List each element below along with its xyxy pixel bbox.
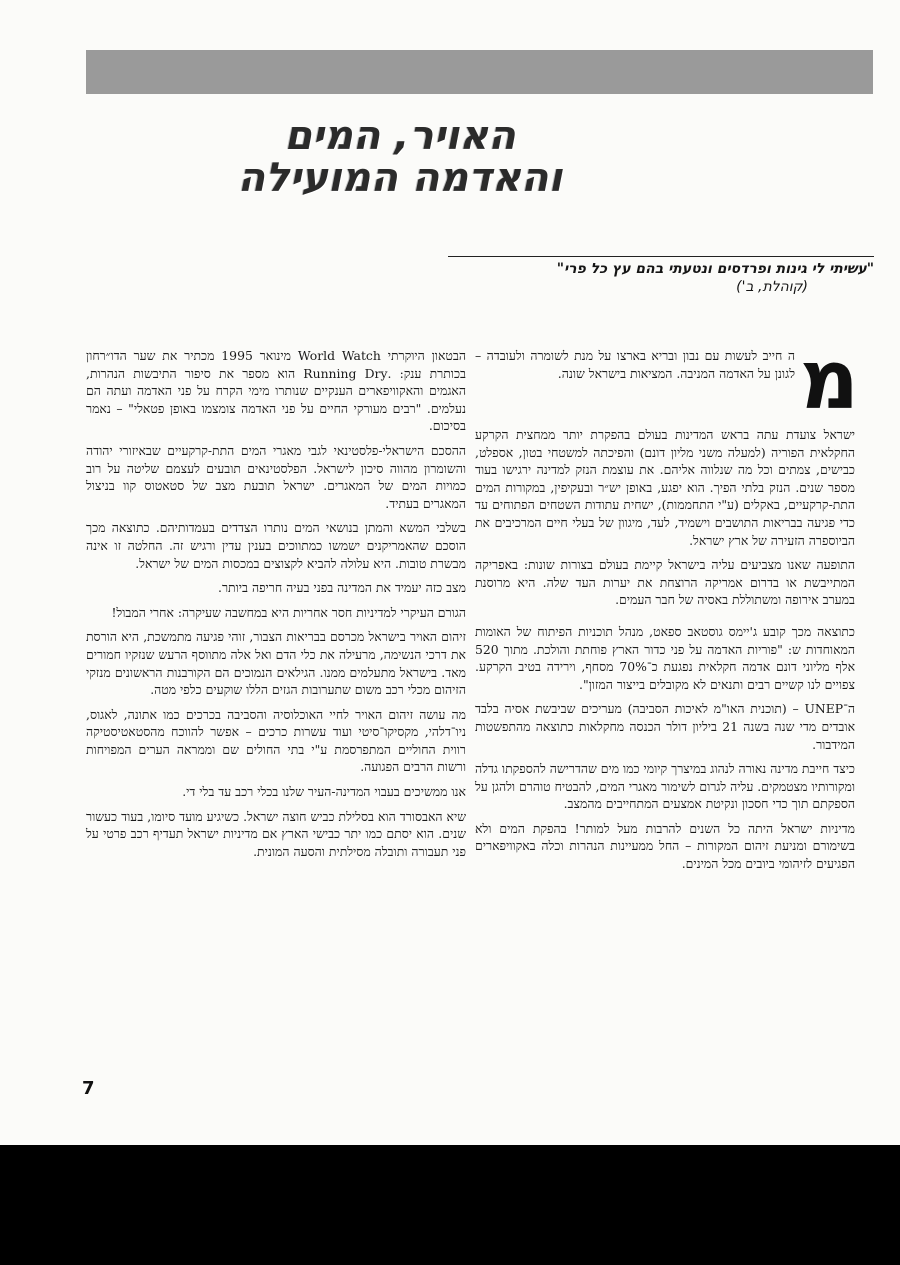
left-column bbox=[86, 347, 466, 867]
title-line-2: והאדמה המועילה bbox=[237, 155, 563, 201]
paragraph: מה עושה זיהום האויר לחיי האוכלוסיה והסביבה בכרכים כמו אתונה, לאגוס, ניו־דלהי, מקסיקו־סיטי ועוד עשרות כרכים – אפשר להווכח מהסטאטיסטיקה רווית החוליים המתפרסמת ע"י בתי החולים שם וממראה הערים המפויחות ורשות הרבים הפגועה. bbox=[86, 706, 466, 775]
paragraph: התופעה שאנו מצביעים עליה בישראל קיימת בעולם בצורות שונות: באפריקה המתייבשת או בדרום אמריקה הרוצחת את יערות העד שלה. היא מרוסנת במערב אירופה ומשתוללת באסיה של חבר העמים. bbox=[475, 557, 855, 608]
intro-block bbox=[475, 333, 859, 428]
title-line-1: האויר, המים bbox=[284, 113, 516, 159]
page-number: 7 bbox=[82, 1078, 95, 1099]
paragraph: ה־UNEP – (תוכנית האו"מ לאיכות הסביבה) מעריכים שביבשת אסיה בלבד אובדים מדי שנה בשנה 21 ביליון דולר הכנסה מחקלאות כתוצאה מהתפשטות המידבור. bbox=[475, 701, 856, 752]
paragraph: ההסכם הישראלי-פלסטינאי לגבי מאגרי המים התת-קרקעיים שבאיזורי יהודה והשומרון מהווה סיכון לישראל. הפלסטינאים תובעים לעצמם שליטה על רוב כמויות המים של המאגרים. ישראל תובעת מצב של סטאטוס קוו בניצול המאגרים בעתיד. bbox=[86, 442, 466, 511]
paragraph: בשלבי המשא והמתן בנושאי המים נותרו הצדדים בעמדותיהם. כתוצאה מכך הוסכם שהאמריקנים ישמשו כמתווכים בענין עדין ורגיש זה. החלטה זו אינה מבשרת טובות. היא עלולה להביא לקצוצים במכסות המים של ישראל. bbox=[86, 520, 466, 571]
header-bar bbox=[86, 50, 873, 94]
paragraph: כתוצאה מכך קובע ג'יימס גוסטאב ספאט, מנהל תוכניות הפיתוח של האומות המאוחדות ש: "פוריות האדמה על פני כדור הארץ פוחתת והולכת. מתוך 520 אלף מליוני דונם אדמה חקלאית נפגעת כ־70% מסחף, וירידה בטיב הקרקע. צפויים לנו קשיים רבים ותנאים לא מקובלים בייצור המזון". bbox=[475, 623, 856, 692]
right-column bbox=[475, 333, 859, 880]
article-title bbox=[200, 115, 600, 199]
paragraph: הגורם העיקרי למדיניות חסר אחריות היא במחשבה שעיקרה: אחרי המבול! bbox=[111, 604, 466, 620]
epigraph bbox=[448, 256, 874, 296]
paragraph: מדיניות ישראל היתה כל השנים להרבות מעל למותר! בהפקת המים ולא בשימורם ומניעת זיהום המקורות – החל ממעיינות הנהרות וכלה באקוויפארים הפגיעים לזיהומי ביובים מכל המינים. bbox=[475, 820, 855, 872]
paragraph: הבטאון היוקרתי World Watch מינואר 1995 מכתיר את שער הדו״רחון בכותרת ענק: .Running Dry הוא מספר את סיפור התיבשות הנהרות, האגמים והאקוויפארים הענקיים שנותרו מימי הקרח על פני האדמה ועתה הם נעלמים. "רבים מעורקי החיים על פני האדמה צומצמו באופן פטאלי" – נאמר בסיכום. bbox=[86, 348, 466, 434]
intro-paragraph: ה חייב לעשות עם נבון ובריא בארצו על מנת לשומרה ולעובדה – לגונן על האדמה המניבה. המציאות בישראל שונה. bbox=[475, 348, 795, 381]
paragraph: שיא האבסורד הוא בסלילת כביש חוצה ישראל. כשיגיע מועד סיומו, בעוד כעשור שנים. הוא יסתם כמו יתר כבישי הארץ אם מדיניות ישראל תעדיף רכב פרטי על פני תעבורה ותובלה מסילתית והסעה המונית. bbox=[86, 808, 466, 859]
epigraph-source: (קוהלת, ב') bbox=[736, 279, 808, 295]
paragraph: אנו ממשיכים בעבוי המדינה-העיר שלנו בכלי רכב עד בלי די. bbox=[182, 784, 466, 800]
paragraph: זיהום האויר בישראל מכרסם בבריאות הצבור, זוהי פגיעה מתמשכת, היא הורסת את דרכי הנשימה, מרעילה את כלי הדם ואל אלה מתווסף הרעש שנזקיו חמורים מאד. בישראל מתעלמים ממנו. הגילאים הנמוכים הם הקורבנות הראשונים מנזקי הזיהום מכלי רכב משום שתערובות הגזים הללו שוקעים כלפי מטה. bbox=[86, 629, 466, 698]
paragraph: ישראל צועדת עתה בראש המדינות בעולם בהפקרת יותר ממחצית הקרקע החקלאית הפוריה (למעלה משני מליון דונם) והפיכתה למשטחי בטון, אספלט, כבישים, צמתים וכל מה שנלווה אליהם. את עוצמת הנזק למדינה ירגישו בעוד מספר שנים. הנזק בלתי הפיך. הוא יפגע, באופן יש״ר ובעקיפין, במקורות המים התת-קרקעיים, באקלים (ע"י התחממות), ישחית עתודות השטחים הפתוחים עד כדי פגיעה בבריאות התושבים וישמיד, לעד, מיגוון של בעלי חיים המרכיבים את הביוספרה הזעירה של ארץ ישראל. bbox=[475, 427, 855, 548]
drop-cap: מ bbox=[799, 333, 859, 428]
epigraph-quote: "עשיתי לי גינות ופרדסים ונטעתי בהם עץ כל פרי" bbox=[556, 261, 874, 277]
paragraph: מצב כזה יעמיד את המדינה בפני בעיה חריפה ביותר. bbox=[218, 580, 466, 596]
paragraph: כיצד חייבת מדינה נאורה לנהוג במיצרך קיומי כמו מים שהדרישה להספקתו גדלה ומקורותיו מצטמקים. עליה לגרום לשימור מאגרי המים, להבטיח טוהרם ולהגן על הספקתם תוך כדי חסכון ונקיטת אמצעים המתחייבים מהמצב. bbox=[475, 761, 855, 812]
